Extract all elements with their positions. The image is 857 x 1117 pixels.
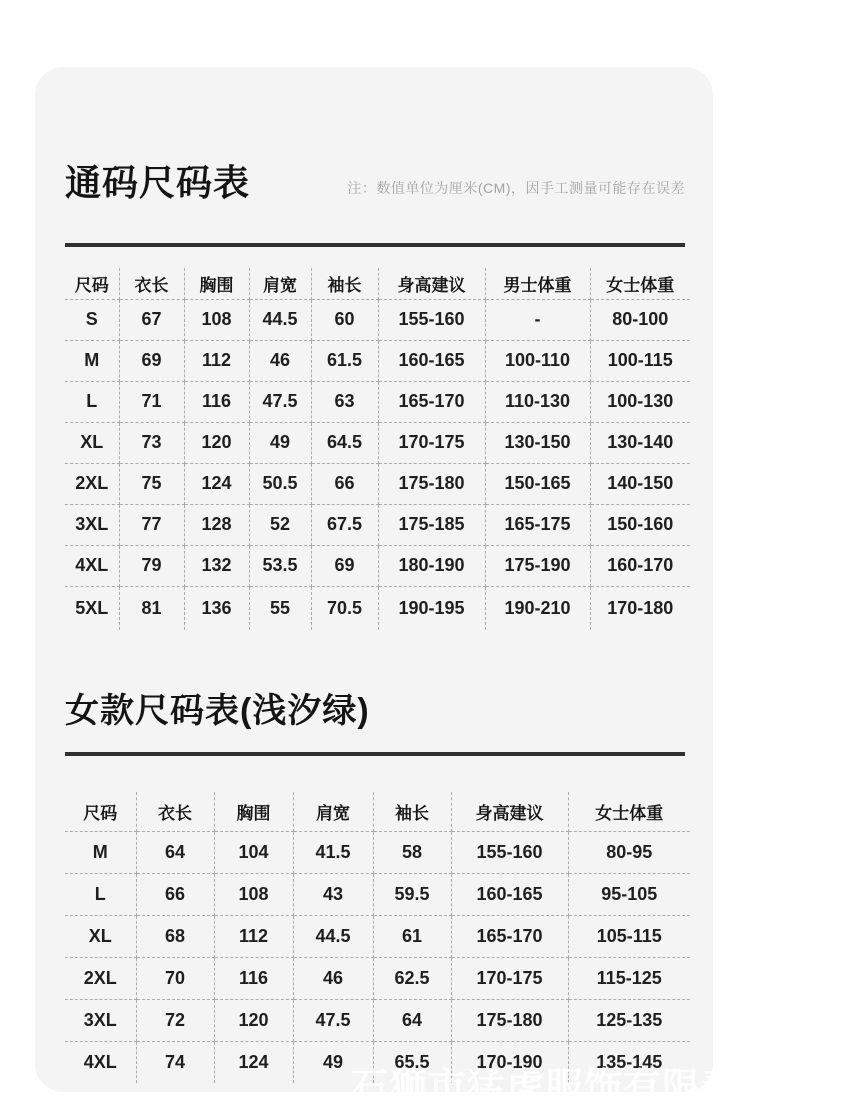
title-underline	[65, 243, 685, 247]
size-cell: XL	[65, 422, 119, 463]
value-cell: 50.5	[249, 463, 311, 504]
value-cell: 62.5	[373, 957, 451, 999]
column-header: 肩宽	[293, 792, 373, 831]
value-cell: 61	[373, 915, 451, 957]
value-cell: 135-145	[596, 1051, 663, 1072]
column-header: 女士体重	[568, 792, 690, 831]
value-cell: 58	[373, 831, 451, 873]
size-cell: 5XL	[65, 586, 119, 630]
value-cell: 43	[293, 873, 373, 915]
title-underline	[65, 752, 685, 756]
value-cell: 41.5	[293, 831, 373, 873]
value-cell: 47.5	[293, 999, 373, 1041]
value-cell: 60	[311, 299, 378, 340]
value-cell: 120	[184, 422, 249, 463]
company-watermark: 石狮市猛虎服饰有限责任公司	[350, 1067, 857, 1109]
universal-size-table	[65, 268, 690, 630]
value-cell: 61.5	[311, 340, 378, 381]
column-header: 衣长	[119, 268, 184, 299]
value-cell: 52	[249, 504, 311, 545]
universal-size-table-head	[65, 268, 690, 299]
value-cell: 125-135	[568, 999, 690, 1041]
value-cell: 190-195	[378, 586, 485, 630]
table-row	[65, 545, 690, 586]
size-chart-card	[35, 67, 713, 1092]
value-cell: 72	[136, 999, 214, 1041]
column-header: 尺码	[65, 792, 136, 831]
value-cell: 165-170	[451, 915, 568, 957]
size-cell: 3XL	[65, 504, 119, 545]
value-cell: 112	[214, 915, 293, 957]
value-cell: 55	[249, 586, 311, 630]
size-cell: 4XL	[65, 1041, 136, 1083]
column-header: 袖长	[311, 268, 378, 299]
value-cell: 120	[214, 999, 293, 1041]
value-cell: 130-140	[590, 422, 690, 463]
value-cell: 67.5	[311, 504, 378, 545]
women-size-table-title: 女款尺码表(浅汐绿)	[65, 692, 370, 730]
value-cell: 80-100	[590, 299, 690, 340]
value-cell: 65.5	[373, 1041, 451, 1083]
value-cell: 170-180	[607, 597, 674, 618]
value-cell: 124	[184, 463, 249, 504]
value-cell: 175-190	[485, 545, 590, 586]
size-cell: 2XL	[65, 957, 136, 999]
value-cell: 110-130	[485, 381, 590, 422]
table-row	[65, 586, 690, 630]
value-cell: 108	[214, 873, 293, 915]
women-size-table-head	[65, 792, 690, 831]
value-cell: 75	[119, 463, 184, 504]
value-cell: 116	[214, 957, 293, 999]
value-cell: 170-175	[451, 957, 568, 999]
table-row	[65, 340, 690, 381]
value-cell: 160-165	[378, 340, 485, 381]
value-cell: 115-125	[568, 957, 690, 999]
value-cell: 79	[119, 545, 184, 586]
value-cell: 74	[136, 1041, 214, 1083]
value-cell: 160-165	[451, 873, 568, 915]
table-row	[65, 422, 690, 463]
size-cell: 2XL	[65, 463, 119, 504]
value-cell: 150-160	[590, 504, 690, 545]
value-cell: 70	[136, 957, 214, 999]
table-row	[65, 504, 690, 545]
value-cell: 165-170	[378, 381, 485, 422]
column-header: 肩宽	[249, 268, 311, 299]
universal-size-table-body	[65, 299, 690, 630]
value-cell: 70.5	[311, 586, 378, 630]
value-cell: 69	[119, 340, 184, 381]
women-size-table-body	[65, 831, 690, 1083]
value-cell: 49	[293, 1041, 373, 1083]
value-cell: 175-180	[451, 999, 568, 1041]
value-cell: 67	[119, 299, 184, 340]
value-cell: 47.5	[249, 381, 311, 422]
women-size-table	[65, 792, 690, 1083]
universal-section-header	[65, 162, 685, 203]
value-cell: 130-150	[485, 422, 590, 463]
value-cell: 44.5	[293, 915, 373, 957]
universal-size-table-title: 通码尺码表	[65, 162, 251, 203]
value-cell: 81	[119, 586, 184, 630]
value-cell: 59.5	[373, 873, 451, 915]
value-cell: 63	[311, 381, 378, 422]
value-cell: 180-190	[378, 545, 485, 586]
value-cell: 77	[119, 504, 184, 545]
value-cell: 71	[119, 381, 184, 422]
value-cell: 175-185	[378, 504, 485, 545]
value-cell: 165-175	[485, 504, 590, 545]
value-cell: 64.5	[311, 422, 378, 463]
value-cell: 95-105	[568, 873, 690, 915]
size-cell: 3XL	[65, 999, 136, 1041]
column-header: 袖长	[373, 792, 451, 831]
value-cell: 155-160	[378, 299, 485, 340]
value-cell: 80-95	[568, 831, 690, 873]
column-header: 男士体重	[485, 268, 590, 299]
size-cell: M	[65, 831, 136, 873]
value-cell: 112	[184, 340, 249, 381]
value-cell: 104	[214, 831, 293, 873]
value-cell: 46	[249, 340, 311, 381]
value-cell: 66	[136, 873, 214, 915]
value-cell: 136	[184, 586, 249, 630]
value-cell: 124	[214, 1041, 293, 1083]
value-cell: 44.5	[249, 299, 311, 340]
value-cell: -	[485, 299, 590, 340]
value-cell: 155-160	[451, 831, 568, 873]
value-cell: 170-175	[378, 422, 485, 463]
value-cell: 128	[184, 504, 249, 545]
table-row	[65, 999, 690, 1041]
table-row	[65, 873, 690, 915]
column-header: 女士体重	[590, 268, 690, 299]
column-header: 身高建议	[451, 792, 568, 831]
value-cell: 49	[249, 422, 311, 463]
value-cell: 68	[136, 915, 214, 957]
column-header: 尺码	[65, 268, 119, 299]
column-header: 身高建议	[378, 268, 485, 299]
value-cell: 170-190	[451, 1041, 568, 1083]
table-row	[65, 915, 690, 957]
value-cell: 150-165	[485, 463, 590, 504]
value-cell: 66	[311, 463, 378, 504]
value-cell: 105-115	[568, 915, 690, 957]
value-cell: 73	[119, 422, 184, 463]
value-cell: 53.5	[249, 545, 311, 586]
value-cell: 190-210	[485, 586, 590, 630]
column-header: 胸围	[214, 792, 293, 831]
value-cell: 132	[184, 545, 249, 586]
value-cell: 46	[293, 957, 373, 999]
column-header: 衣长	[136, 792, 214, 831]
value-cell: 108	[184, 299, 249, 340]
value-cell: 175-180	[378, 463, 485, 504]
value-cell: 100-110	[485, 340, 590, 381]
table-row	[65, 1041, 690, 1083]
column-header: 胸围	[184, 268, 249, 299]
value-cell: 140-150	[590, 463, 690, 504]
table-row	[65, 957, 690, 999]
measurement-unit-note: 注：数值单位为厘米(CM)，因手工测量可能存在误差	[347, 180, 685, 197]
size-cell: L	[65, 873, 136, 915]
value-cell: 64	[373, 999, 451, 1041]
size-cell: 4XL	[65, 545, 119, 586]
table-row	[65, 463, 690, 504]
size-cell: S	[65, 299, 119, 340]
size-cell: M	[65, 340, 119, 381]
table-row	[65, 381, 690, 422]
value-cell: 64	[136, 831, 214, 873]
women-section-header	[65, 692, 685, 731]
value-cell: 69	[311, 545, 378, 586]
value-cell: 160-170	[590, 545, 690, 586]
table-row	[65, 831, 690, 873]
value-cell: 100-115	[590, 340, 690, 381]
value-cell: 116	[184, 381, 249, 422]
size-cell: XL	[65, 915, 136, 957]
size-cell: L	[65, 381, 119, 422]
value-cell: 100-130	[590, 381, 690, 422]
table-row	[65, 299, 690, 340]
